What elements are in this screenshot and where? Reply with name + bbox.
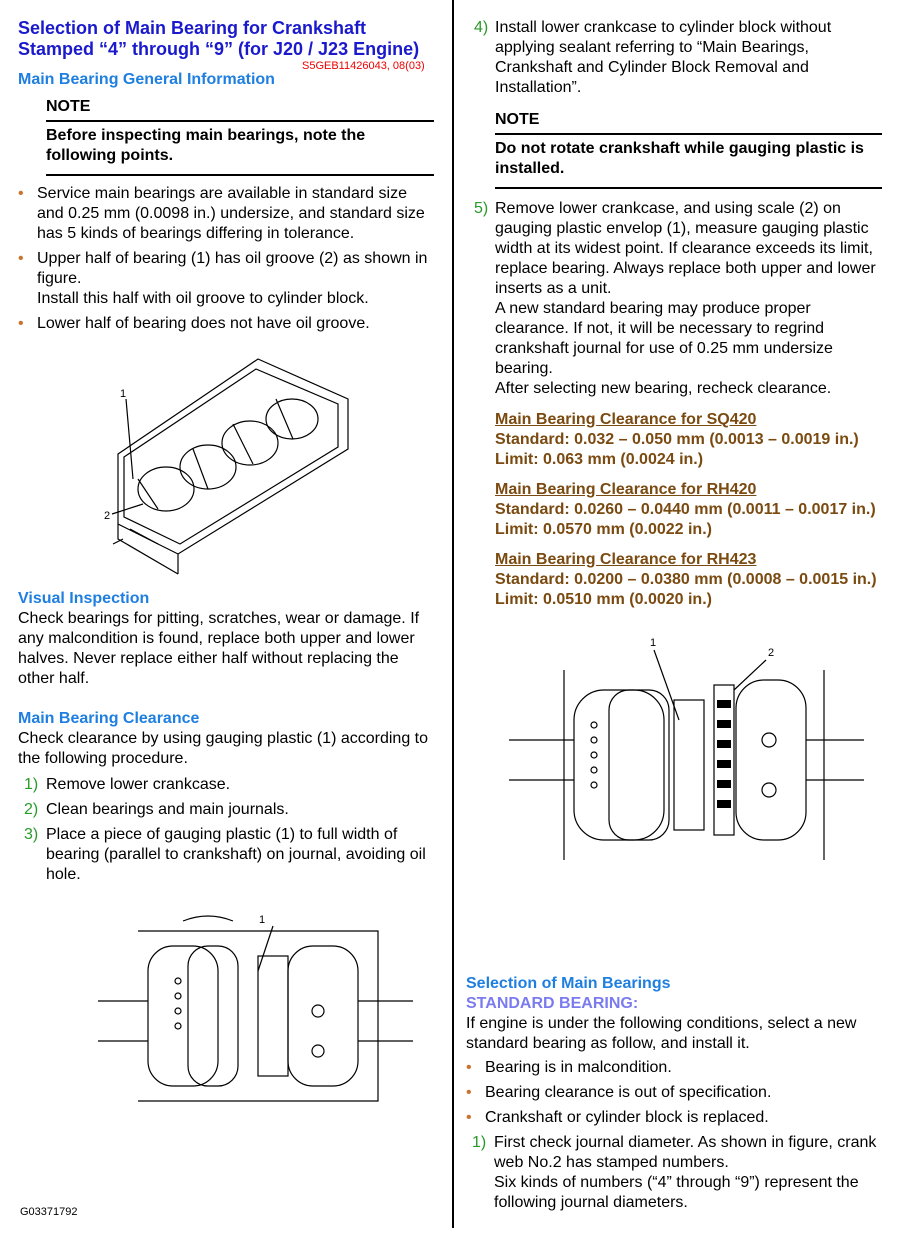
spec-heading: Main Bearing Clearance for SQ420 [495, 411, 757, 428]
step-item: 2) Clean bearings and main journals. [24, 801, 289, 818]
spec-standard: Standard: 0.032 – 0.050 mm (0.0013 – 0.0019 in.) [495, 431, 859, 448]
note-label: NOTE [46, 98, 434, 122]
clearance-heading: Main Bearing Clearance [18, 710, 200, 727]
page-title: Selection of Main Bearing for Crankshaft Stamped “4” through “9” (for J20 / J23 Engine) [18, 18, 420, 59]
clearance-steps [18, 775, 436, 885]
callout-1: 1 [650, 637, 657, 649]
visual-heading: Visual Inspection [18, 590, 150, 607]
reference-code: S5GEB11426043, 08(03) [302, 60, 425, 72]
selection-section [466, 974, 886, 1218]
list-item: • Service main bearings are available in standard size and 0.25 mm (0.0098 in.) undersize, and standard size has 5 kinds of bearings differing in tolerance. [18, 184, 436, 244]
note-text: Do not rotate crankshaft while gauging plastic is installed. [495, 135, 882, 189]
list-item: • Crankshaft or cylinder block is replaced. [466, 1108, 886, 1128]
step-item: 1) Remove lower crankcase. [24, 776, 231, 793]
step-item: 3) Place a piece of gauging plastic (1) to full width of bearing (parallel to crankshaft) on journal, avoiding oil hole. [24, 826, 426, 883]
step-item: 4) Install lower crankcase to cylinder block without applying sealant referring to “Main Bearings, Crankshaft and Cylinder Block Removal and Installation”. [474, 19, 832, 96]
scale-measure-drawing [474, 630, 884, 880]
callout-2: 2 [104, 510, 111, 522]
spec-limit: Limit: 0.0570 mm (0.0022 in.) [495, 521, 712, 538]
gauging-plastic-drawing [18, 901, 438, 1131]
spec-rh423 [495, 550, 884, 610]
spec-heading: Main Bearing Clearance for RH420 [495, 481, 757, 498]
cylinder-block-drawing [18, 339, 438, 589]
clearance-step-5 [474, 199, 884, 399]
spec-standard: Standard: 0.0260 – 0.0440 mm (0.0011 – 0.0017 in.) [495, 501, 876, 518]
right-column [474, 18, 884, 880]
figure-scale-measure [474, 630, 884, 880]
clearance-steps-cont [474, 18, 884, 98]
selection-subheading: STANDARD BEARING: [466, 995, 639, 1012]
step-item: 5) Remove lower crankcase, and using scale (2) on gauging plastic envelop (1), measure gauging plastic width at its widest point. If clearance exceeds its limit, replace bearing. Always replace both upper and lower inserts as a unit. A new standard bearing may produce proper clearance. If not, it will be necessary to regrind crankshaft journal for use of 0.25 mm undersize bearing. After selecting new bearing, recheck clearance. [474, 200, 876, 397]
figure-cylinder-block [18, 339, 436, 589]
spec-standard: Standard: 0.0200 – 0.0380 mm (0.0008 – 0.0015 in.) [495, 571, 877, 588]
list-item: • Upper half of bearing (1) has oil groove (2) as shown in figure. Install this half with oil groove to cylinder block. [18, 249, 436, 309]
list-item: • Lower half of bearing does not have oil groove. [18, 314, 436, 334]
figure-gauging-plastic [18, 901, 436, 1131]
left-column [18, 18, 436, 1131]
selection-steps [466, 1133, 886, 1213]
general-heading: Main Bearing General Information [18, 71, 275, 88]
selection-bullets [466, 1058, 886, 1128]
clearance-note [495, 111, 882, 189]
list-item: • Bearing clearance is out of specification. [466, 1083, 886, 1103]
column-divider [452, 0, 454, 1228]
note-text: Before inspecting main bearings, note the following points. [46, 122, 434, 176]
spec-heading: Main Bearing Clearance for RH423 [495, 551, 757, 568]
clearance-text: Check clearance by using gauging plastic (1) according to the following procedure. [18, 730, 429, 767]
spec-limit: Limit: 0.063 mm (0.0024 in.) [495, 451, 704, 468]
callout-2: 2 [768, 647, 775, 659]
note-label: NOTE [495, 111, 882, 135]
callout-1: 1 [120, 388, 127, 400]
general-note [46, 98, 434, 176]
list-item: • Bearing is in malcondition. [466, 1058, 886, 1078]
footer-code: G03371792 [20, 1206, 78, 1218]
selection-heading: Selection of Main Bearings [466, 975, 671, 992]
spec-limit: Limit: 0.0510 mm (0.0020 in.) [495, 591, 712, 608]
visual-text: Check bearings for pitting, scratches, wear or damage. If any malcondition is found, replace both upper and lower halves. Never replace either half without replacing the other half. [18, 610, 420, 687]
selection-text: If engine is under the following conditions, select a new standard bearing as follow, and install it. [466, 1015, 857, 1052]
step-item: 1) First check journal diameter. As shown in figure, crank web No.2 has stamped numbers. Six kinds of numbers (“4” through “9”) represent the following journal diameters. [472, 1134, 877, 1211]
general-bullets [18, 184, 436, 334]
spec-sq420 [495, 410, 884, 470]
spec-rh420 [495, 480, 884, 540]
callout-1: 1 [259, 914, 266, 926]
